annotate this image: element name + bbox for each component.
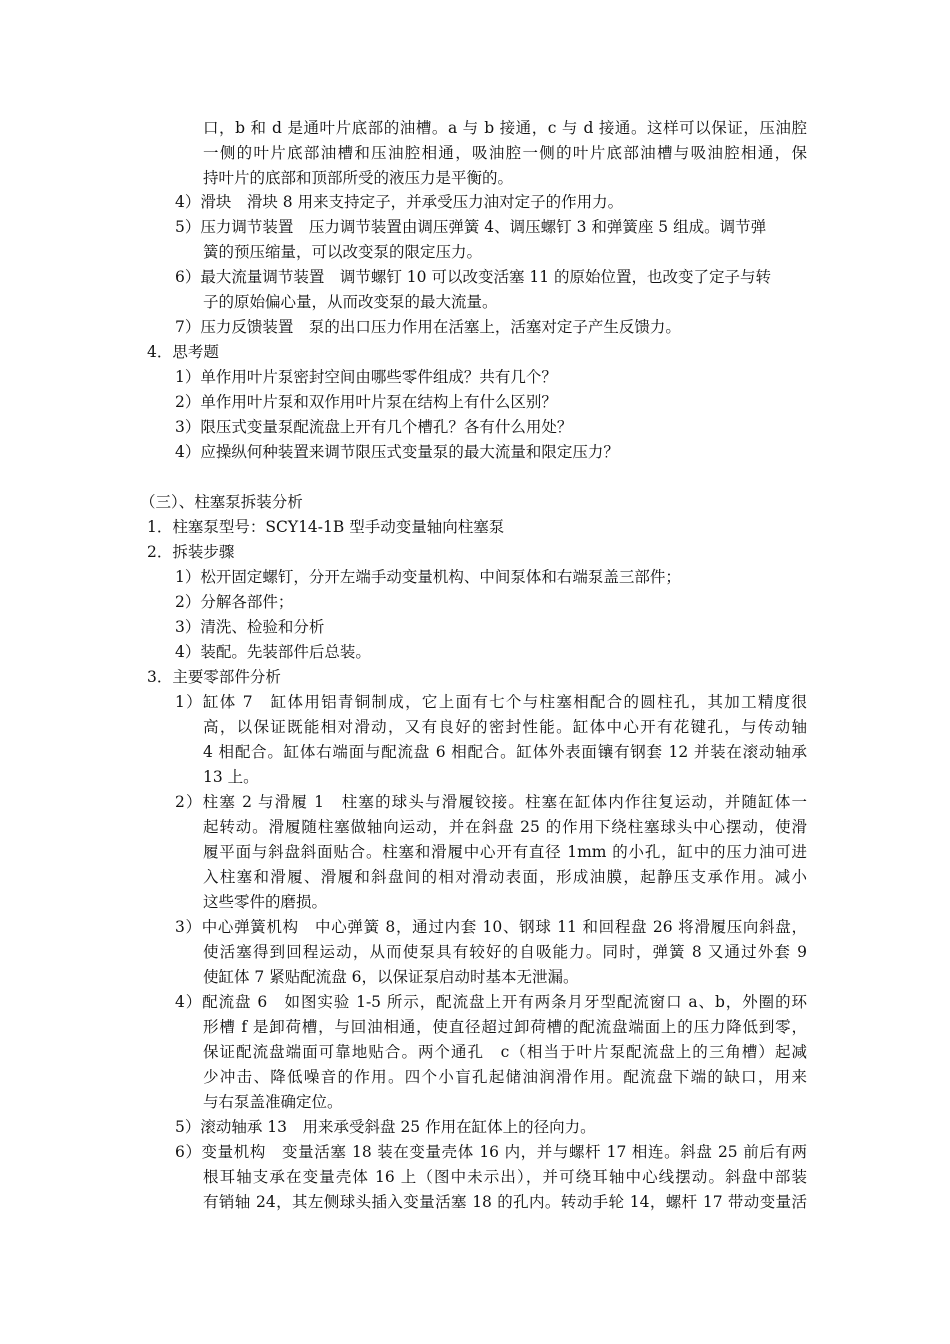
section-heading: 4．思考题 [147, 343, 219, 361]
text-line: 入柱塞和滑履、滑履和斜盘间的相对滑动表面，形成油膜，起静压支承作用。减小 [203, 868, 807, 886]
list-item: 1）缸体 7 缸体用铝青铜制成，它上面有七个与柱塞相配合的圆柱孔，其加工精度很 [175, 693, 807, 711]
text-line: 与右泵盖准确定位。 [203, 1093, 343, 1111]
list-item: 2）单作用叶片泵和双作用叶片泵在结构上有什么区别？ [175, 393, 557, 411]
list-item: 4）装配。先装部件后总装。 [175, 643, 371, 661]
list-item: 5）压力调节装置 压力调节装置由调压弹簧 4、调压螺钉 3 和弹簧座 5 组成。调节弹 [175, 218, 767, 236]
list-item: 3）限压式变量泵配流盘上开有几个槽孔？各有什么用处？ [175, 418, 573, 436]
text-line: 子的原始偏心量，从而改变泵的最大流量。 [203, 293, 498, 311]
text-line: 保证配流盘端面可靠地贴合。两个通孔 c（相当于叶片泵配流盘上的三角槽）起减 [203, 1043, 807, 1061]
text-line: 根耳轴支承在变量壳体 16 上（图中未示出），并可绕耳轴中心线摆动。斜盘中部装 [203, 1168, 807, 1186]
section-heading: 1．柱塞泵型号：SCY14-1B 型手动变量轴向柱塞泵 [147, 518, 505, 536]
list-item: 2）分解各部件； [175, 593, 294, 611]
text-line: 有销轴 24，其左侧球头插入变量活塞 18 的孔内。转动手轮 14，螺杆 17 带动变量活 [203, 1193, 807, 1211]
list-item: 7）压力反馈装置 泵的出口压力作用在活塞上，活塞对定子产生反馈力。 [175, 318, 681, 336]
text-line: 持叶片的底部和顶部所受的液压力是平衡的。 [203, 169, 514, 187]
text-line: 一侧的叶片底部油槽和压油腔相通，吸油腔一侧的叶片底部油槽与吸油腔相通，保 [203, 144, 807, 162]
text-line: 这些零件的磨损。 [203, 893, 328, 911]
chapter-heading: （三）、柱塞泵拆装分析 [140, 493, 303, 511]
list-item: 4）配流盘 6 如图实验 1-5 所示，配流盘上开有两条月牙型配流窗口 a、b，外圈的环 [175, 993, 807, 1011]
text-line: 高，以保证既能相对滑动，又有良好的密封性能。缸体中心开有花键孔，与传动轴 [203, 718, 807, 736]
section-heading: 2．拆装步骤 [147, 543, 235, 561]
text-line: 履平面与斜盘斜面贴合。柱塞和滑履中心开有直径 1mm 的小孔，缸中的压力油可进 [203, 843, 807, 861]
list-item: 4）滑块 滑块 8 用来支持定子，并承受压力油对定子的作用力。 [175, 193, 624, 211]
list-item: 5）滚动轴承 13 用来承受斜盘 25 作用在缸体上的径向力。 [175, 1118, 596, 1136]
text-line: 簧的预压缩量，可以改变泵的限定压力。 [203, 243, 483, 261]
text-line: 少冲击、降低噪音的作用。四个小盲孔起储油润滑作用。配流盘下端的缺口，用来 [203, 1068, 807, 1086]
list-item: 2）柱塞 2 与滑履 1 柱塞的球头与滑履铰接。柱塞在缸体内作往复运动，并随缸体一 [175, 793, 807, 811]
text-line: 4 相配合。缸体右端面与配流盘 6 相配合。缸体外表面镶有钢套 12 并装在滚动轴承 [203, 743, 807, 761]
section-heading: 3．主要零部件分析 [147, 668, 281, 686]
text-line: 使缸体 7 紧贴配流盘 6，以保证泵启动时基本无泄漏。 [203, 968, 579, 986]
list-item: 6）最大流量调节装置 调节螺钉 10 可以改变活塞 11 的原始位置，也改变了定子与转 [175, 268, 772, 286]
text-line: 形槽 f 是卸荷槽，与回油相通，使直径超过卸荷槽的配流盘端面上的压力降低到零， [203, 1018, 807, 1036]
text-line: 起转动。滑履随柱塞做轴向运动，并在斜盘 25 的作用下绕柱塞球头中心摆动，使滑 [203, 818, 807, 836]
list-item: 3）清洗、检验和分析 [175, 618, 325, 636]
list-item: 6）变量机构 变量活塞 18 装在变量壳体 16 内，并与螺杆 17 相连。斜盘 25 前后有两 [175, 1143, 807, 1161]
text-line: 13 上。 [203, 768, 259, 786]
text-line: 使活塞得到回程运动，从而使泵具有较好的自吸能力。同时，弹簧 8 又通过外套 9 [203, 943, 807, 961]
list-item: 1）松开固定螺钉，分开左端手动变量机构、中间泵体和右端泵盖三部件； [175, 568, 681, 586]
list-item: 3）中心弹簧机构 中心弹簧 8，通过内套 10、钢球 11 和回程盘 26 将滑履压向斜盘， [175, 918, 807, 936]
list-item: 1）单作用叶片泵密封空间由哪些零件组成？共有几个？ [175, 368, 557, 386]
text-line: 口，b 和 d 是通叶片底部的油槽。a 与 b 接通，c 与 d 接通。这样可以保证，压油腔 [203, 119, 807, 137]
list-item: 4）应操纵何种装置来调节限压式变量泵的最大流量和限定压力？ [175, 443, 619, 461]
